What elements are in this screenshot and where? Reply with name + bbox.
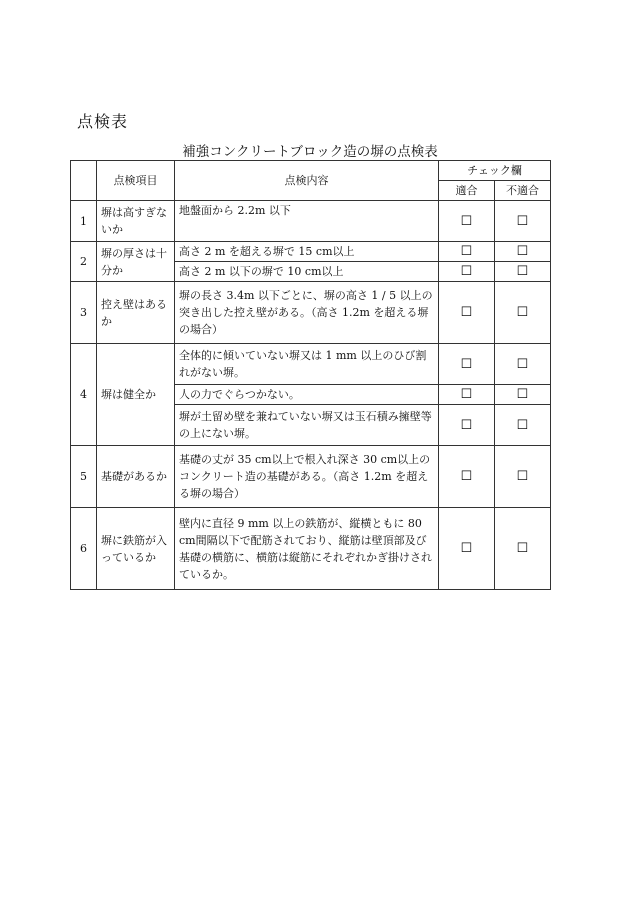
conforming-checkbox[interactable]: ☐ <box>439 385 495 405</box>
inspection-item: 塀は健全か <box>97 344 175 446</box>
inspection-content: 塀の長さ 3.4m 以下ごとに、塀の高さ 1 / 5 以上の突き出した控え壁がある。（高さ 1.2m を超える塀の場合） <box>175 282 439 344</box>
nonconforming-checkbox[interactable]: ☐ <box>495 282 551 344</box>
inspection-item: 基礎があるか <box>97 446 175 508</box>
nonconforming-checkbox[interactable]: ☐ <box>495 344 551 385</box>
conforming-checkbox[interactable]: ☐ <box>439 242 495 262</box>
conforming-checkbox[interactable]: ☐ <box>439 282 495 344</box>
row-number: 2 <box>71 242 97 282</box>
nonconforming-checkbox[interactable]: ☐ <box>495 242 551 262</box>
inspection-table <box>70 160 551 590</box>
header-nonconforming: 不適合 <box>495 181 551 201</box>
row-number: 1 <box>71 201 97 242</box>
header-conforming: 適合 <box>439 181 495 201</box>
inspection-content: 壁内に直径 9 mm 以上の鉄筋が、縦横ともに 80 cm間隔以下で配筋されており、縦筋は壁頂部及び基礎の横筋に、横筋は縦筋にそれぞれかぎ掛けされているか。 <box>175 508 439 590</box>
header-inspection-item: 点検項目 <box>97 161 175 201</box>
row-number: 4 <box>71 344 97 446</box>
conforming-checkbox[interactable]: ☐ <box>439 344 495 385</box>
nonconforming-checkbox[interactable]: ☐ <box>495 262 551 282</box>
inspection-item: 塀に鉄筋が入っているか <box>97 508 175 590</box>
inspection-content: 人の力でぐらつかない。 <box>175 385 439 405</box>
nonconforming-checkbox[interactable]: ☐ <box>495 508 551 590</box>
inspection-content: 基礎の丈が 35 cm以上で根入れ深さ 30 cm以上のコンクリート造の基礎がある。（高さ 1.2m を超える塀の場合） <box>175 446 439 508</box>
inspection-item: 塀の厚さは十分か <box>97 242 175 282</box>
conforming-checkbox[interactable]: ☐ <box>439 262 495 282</box>
conforming-checkbox[interactable]: ☐ <box>439 446 495 508</box>
inspection-item: 控え壁はあるか <box>97 282 175 344</box>
nonconforming-checkbox[interactable]: ☐ <box>495 201 551 242</box>
inspection-item: 塀は高すぎないか <box>97 201 175 242</box>
inspection-content: 全体的に傾いていない塀又は 1 mm 以上のひび割れがない塀。 <box>175 344 439 385</box>
inspection-content: 高さ 2 m 以下の塀で 10 cm以上 <box>175 262 439 282</box>
header-check-column: チェック欄 <box>439 161 551 181</box>
conforming-checkbox[interactable]: ☐ <box>439 405 495 446</box>
inspection-content: 地盤面から 2.2m 以下 <box>175 201 439 242</box>
nonconforming-checkbox[interactable]: ☐ <box>495 405 551 446</box>
row-number: 5 <box>71 446 97 508</box>
row-number: 3 <box>71 282 97 344</box>
conforming-checkbox[interactable]: ☐ <box>439 201 495 242</box>
row-number: 6 <box>71 508 97 590</box>
table-title: 補強コンクリートブロック造の塀の点検表 <box>182 144 438 160</box>
inspection-content: 塀が土留め壁を兼ねていない塀又は玉石積み擁壁等の上にない塀。 <box>175 405 439 446</box>
header-inspection-content: 点検内容 <box>175 161 439 201</box>
nonconforming-checkbox[interactable]: ☐ <box>495 446 551 508</box>
page-heading: 点検表 <box>77 112 129 131</box>
nonconforming-checkbox[interactable]: ☐ <box>495 385 551 405</box>
conforming-checkbox[interactable]: ☐ <box>439 508 495 590</box>
inspection-content: 高さ 2 m を超える塀で 15 cm以上 <box>175 242 439 262</box>
header-number-blank <box>71 161 97 201</box>
